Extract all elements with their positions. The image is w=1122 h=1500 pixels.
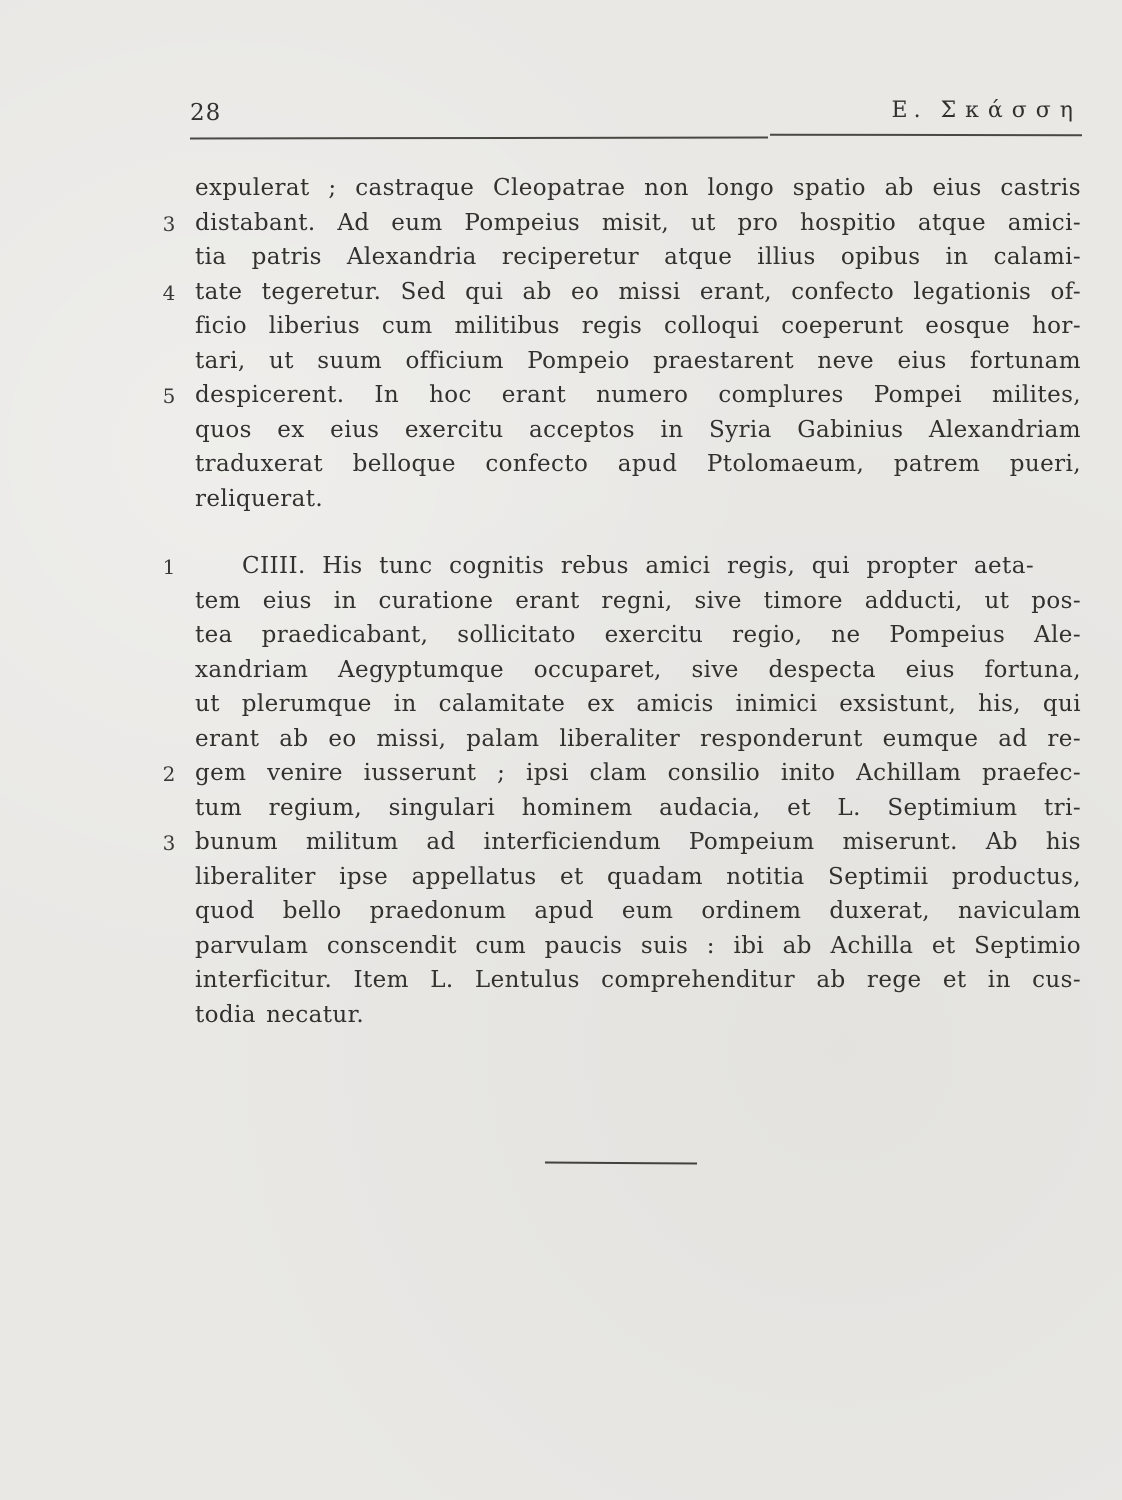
line-text: tum regium, singulari hominem audacia, et L. Septimium tri- <box>195 794 1081 821</box>
line-text: tia patris Alexandria reciperetur atque illius opibus in calami- <box>195 244 1081 270</box>
body-text <box>162 171 1081 1032</box>
line-text: despicerent. In hoc erant numero complures Pompei milites, <box>195 382 1081 408</box>
text-line <box>195 791 1081 826</box>
paragraph <box>162 549 1081 1032</box>
header-rule-right <box>770 134 1082 137</box>
text-line <box>162 206 1081 241</box>
margin-section-number: 5 <box>162 384 176 408</box>
line-text: distabant. Ad eum Pompeius misit, ut pro hospitio atque amici- <box>195 209 1081 236</box>
line-text: liberaliter ipse appellatus et quadam notitia Septimii productus, <box>195 863 1081 890</box>
line-text: reliquerat. <box>195 485 324 512</box>
text-line <box>162 275 1081 310</box>
line-text: CIIII. His tunc cognitis rebus amici regis, qui propter aeta- <box>242 553 1034 579</box>
line-text: tate tegeretur. Sed qui ab eo missi erant, confecto legationis of- <box>195 278 1081 305</box>
text-line <box>195 894 1081 929</box>
text-line <box>195 860 1081 895</box>
margin-section-number: 1 <box>162 555 176 579</box>
line-text: gem venire iusserunt ; ipsi clam consilio inito Achillam praefec- <box>195 760 1081 786</box>
text-line <box>195 171 1081 206</box>
page-number: 28 <box>190 100 222 126</box>
line-text: ficio liberius cum militibus regis colloqui coeperunt eosque hor- <box>195 313 1081 339</box>
line-text: parvulam conscendit cum paucis suis : ibi ab Achilla et Septimio <box>195 932 1081 959</box>
text-line <box>195 722 1081 757</box>
line-text: ut plerumque in calamitate ex amicis inimici exsistunt, his, qui <box>195 691 1081 717</box>
line-text: xandriam Aegyptumque occuparet, sive despecta eius fortuna, <box>195 656 1081 683</box>
line-text: tea praedicabant, sollicitato exercitu regio, ne Pompeius Ale- <box>195 622 1081 648</box>
header-rule-left <box>190 136 768 139</box>
text-line <box>195 309 1081 344</box>
text-line <box>195 687 1081 722</box>
line-text: quod bello praedonum apud eum ordinem duxerat, naviculam <box>195 898 1081 924</box>
paragraph <box>162 171 1081 516</box>
text-line <box>162 756 1081 791</box>
text-line <box>195 963 1081 998</box>
text-line <box>195 413 1081 448</box>
line-text: traduxerat belloque confecto apud Ptolomaeum, patrem pueri, <box>195 451 1081 477</box>
text-line <box>195 482 1081 517</box>
line-text: interficitur. Item L. Lentulus comprehenditur ab rege et in cus- <box>195 967 1081 993</box>
running-head-initial: Ε. <box>891 98 927 123</box>
running-head <box>892 98 1082 123</box>
line-text: expulerat ; castraque Cleopatrae non longo spatio ab eius castris <box>195 175 1081 201</box>
line-text: tari, ut suum officium Pompeio praestarent neve eius fortunam <box>195 347 1081 374</box>
running-head-name: Σκάσση <box>940 98 1082 123</box>
text-line <box>162 549 1081 584</box>
margin-section-number: 4 <box>162 280 176 305</box>
margin-section-number: 2 <box>162 762 176 786</box>
text-line <box>195 447 1081 482</box>
end-separator-rule <box>545 1161 697 1164</box>
text-line <box>195 344 1081 379</box>
line-text: erant ab eo missi, palam liberaliter responderunt eumque ad re- <box>195 725 1081 752</box>
text-line <box>162 825 1081 860</box>
text-line <box>195 653 1081 688</box>
text-line <box>195 618 1081 653</box>
line-text: todia necatur. <box>195 1001 365 1028</box>
page-header <box>190 98 1082 128</box>
margin-section-number: 3 <box>162 831 176 855</box>
line-text: tem eius in curatione erant regni, sive timore adducti, ut pos- <box>195 587 1081 614</box>
text-line <box>195 998 1081 1033</box>
line-text: quos ex eius exercitu acceptos in Syria Gabinius Alexandriam <box>195 416 1081 443</box>
margin-section-number: 3 <box>162 211 176 236</box>
text-line <box>195 584 1081 619</box>
text-line <box>195 929 1081 964</box>
text-line <box>162 378 1081 413</box>
line-text: bunum militum ad interficiendum Pompeium miserunt. Ab his <box>195 829 1081 855</box>
text-line <box>195 240 1081 275</box>
